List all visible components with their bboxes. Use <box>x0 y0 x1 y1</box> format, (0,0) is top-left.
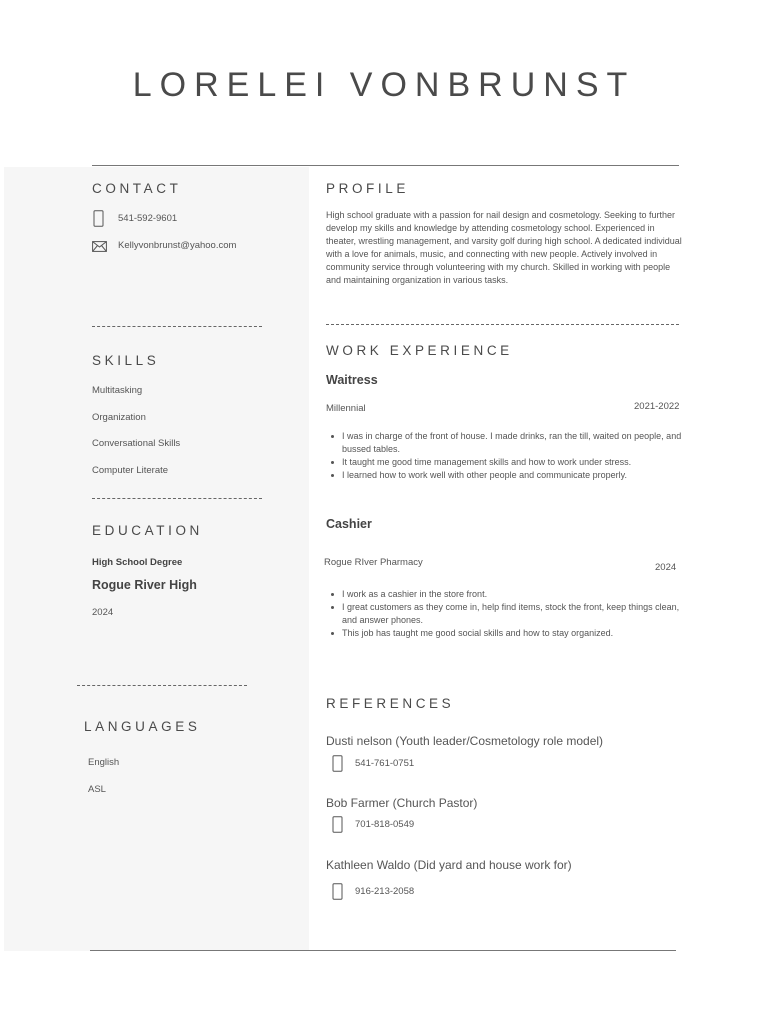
top-divider <box>92 165 679 166</box>
skills-divider <box>92 498 262 499</box>
education-heading: EDUCATION <box>92 523 203 538</box>
job-bullets <box>326 430 686 482</box>
phone-icon <box>332 883 343 900</box>
skill-item: Conversational Skills <box>92 438 181 449</box>
reference-name: Kathleen Waldo (Did yard and house work for) <box>326 858 572 872</box>
resume-name: LORELEI VONBRUNST <box>132 66 636 104</box>
reference-name: Dusti nelson (Youth leader/Cosmetology role model) <box>326 734 604 748</box>
job-bullet: It taught me good time management skills and how to work under stress. <box>326 456 686 469</box>
languages-heading: LANGUAGES <box>84 719 201 734</box>
phone-icon <box>93 210 104 227</box>
reference-phone: 541-761-0751 <box>355 758 415 769</box>
education-school: Rogue River High <box>92 578 197 592</box>
education-degree: High School Degree <box>92 557 183 568</box>
skill-item: Organization <box>92 412 146 423</box>
job-dates: 2024 <box>655 562 677 573</box>
contact-phone: 541-592-9601 <box>118 213 178 224</box>
contact-divider <box>92 326 262 327</box>
profile-divider <box>326 324 679 325</box>
skills-heading: SKILLS <box>92 353 160 368</box>
phone-icon <box>332 755 343 772</box>
job-title: Cashier <box>326 517 372 531</box>
reference-phone: 701-818-0549 <box>355 819 415 830</box>
language-item: ASL <box>88 784 106 795</box>
education-divider <box>77 685 247 686</box>
job-bullet: I work as a cashier in the store front. <box>326 588 686 601</box>
profile-heading: PROFILE <box>326 181 409 196</box>
references-heading: REFERENCES <box>326 696 455 711</box>
skill-item: Computer Literate <box>92 465 169 476</box>
contact-email[interactable]: Kellyvonbrunst@yahoo.com <box>118 240 237 251</box>
work-heading: WORK EXPERIENCE <box>326 343 513 358</box>
job-dates: 2021-2022 <box>634 401 680 412</box>
reference-name: Bob Farmer (Church Pastor) <box>326 796 478 810</box>
language-item: English <box>88 757 120 768</box>
contact-heading: CONTACT <box>92 181 182 196</box>
job-company: Millennial <box>326 403 366 414</box>
job-title: Waitress <box>326 373 378 387</box>
job-company: Rogue RIver Pharmacy <box>324 557 423 568</box>
reference-phone: 916-213-2058 <box>355 886 415 897</box>
bottom-divider <box>90 950 676 951</box>
profile-text: High school graduate with a passion for nail design and cosmetology. Seeking to further develop my skills and knowledge by attending cosmetology school. Experienced in theater, wrestling management, and varsity golf during high school. A dedicated individual with a love for animals, music, and connecting with new people. Actively involved in community service through volunteering with my church. Skilled in working with people and maintaining organization in various tasks. <box>326 210 682 285</box>
job-bullet: I was in charge of the front of house. I made drinks, ran the till, waited on people, and bussed tables. <box>326 430 686 456</box>
skill-item: Multitasking <box>92 385 143 396</box>
education-year: 2024 <box>92 607 114 618</box>
job-bullet: This job has taught me good social skills and how to stay organized. <box>326 627 686 640</box>
phone-icon <box>332 816 343 833</box>
job-bullet: I learned how to work well with other people and communicate properly. <box>326 469 686 482</box>
job-bullet: I great customers as they come in, help find items, stock the front, keep things clean, and answer phones. <box>326 601 686 627</box>
job-bullets <box>326 588 686 640</box>
envelope-icon <box>92 241 107 252</box>
